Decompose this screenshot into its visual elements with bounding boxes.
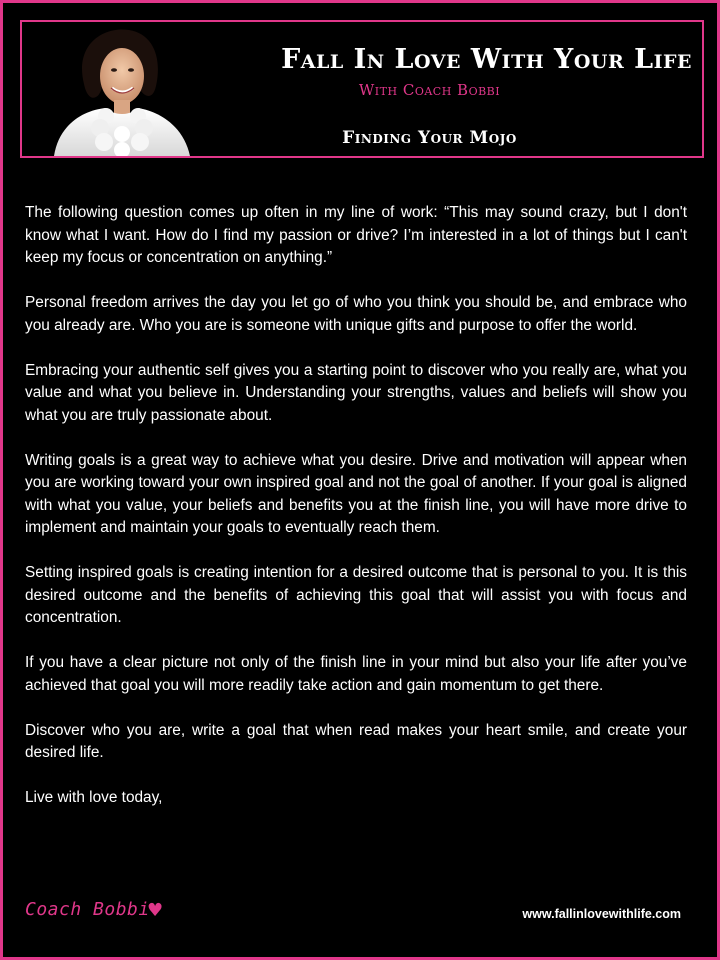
paragraph: The following question comes up often in my line of work: “This may sound crazy, but I don't know what I want. How do I find my passion or drive? I’m interested in a lot of things but I can't keep my focus or concentration on anything.” bbox=[25, 204, 687, 266]
paragraph: Personal freedom arrives the day you let go of who you think you should be, and embrace who you already are. Who you are is someone with unique gifts and purpose to offer the world. bbox=[25, 294, 687, 334]
paragraph: Discover who you are, write a goal that when read makes your heart smile, and create your desired life. bbox=[25, 721, 687, 761]
article-title: Finding Your Mojo bbox=[342, 128, 517, 148]
article-body bbox=[25, 202, 687, 810]
newsletter-subtitle: With Coach Bobbi bbox=[358, 81, 501, 99]
website-link[interactable]: www.fallinlovewithlife.com bbox=[522, 907, 681, 921]
newsletter-title: Fall In Love With Your Life bbox=[281, 44, 692, 75]
heart-icon: ♥ bbox=[147, 900, 164, 921]
paragraph: Embracing your authentic self gives you a starting point to discover who you really are, what you value and what you believe in. Understanding your strengths, values and beliefs will show you what you are truly passionate about. bbox=[25, 361, 687, 424]
paragraph: If you have a clear picture not only of the finish line in your mind but also your life after you’ve achieved that goal you will more readily take action and gain momentum to get there. bbox=[25, 654, 687, 694]
header-banner bbox=[20, 20, 704, 158]
paragraph: Setting inspired goals is creating intention for a desired outcome that is personal to you. It is this desired outcome and the benefits of achieving this goal that will assist you with focus and concentration. bbox=[25, 564, 687, 626]
signature: Coach Bobbi bbox=[25, 899, 150, 920]
paragraph: Writing goals is a great way to achieve what you desire. Drive and motivation will appear when you are working toward your own inspired goal and not the goal of another. If your goal is aligned with what you value, your beliefs and benefits you at the finish line, you will have more drive to implement and maintain your goals to eventually reach them. bbox=[25, 451, 687, 536]
closing-line: Live with love today, bbox=[25, 789, 163, 806]
